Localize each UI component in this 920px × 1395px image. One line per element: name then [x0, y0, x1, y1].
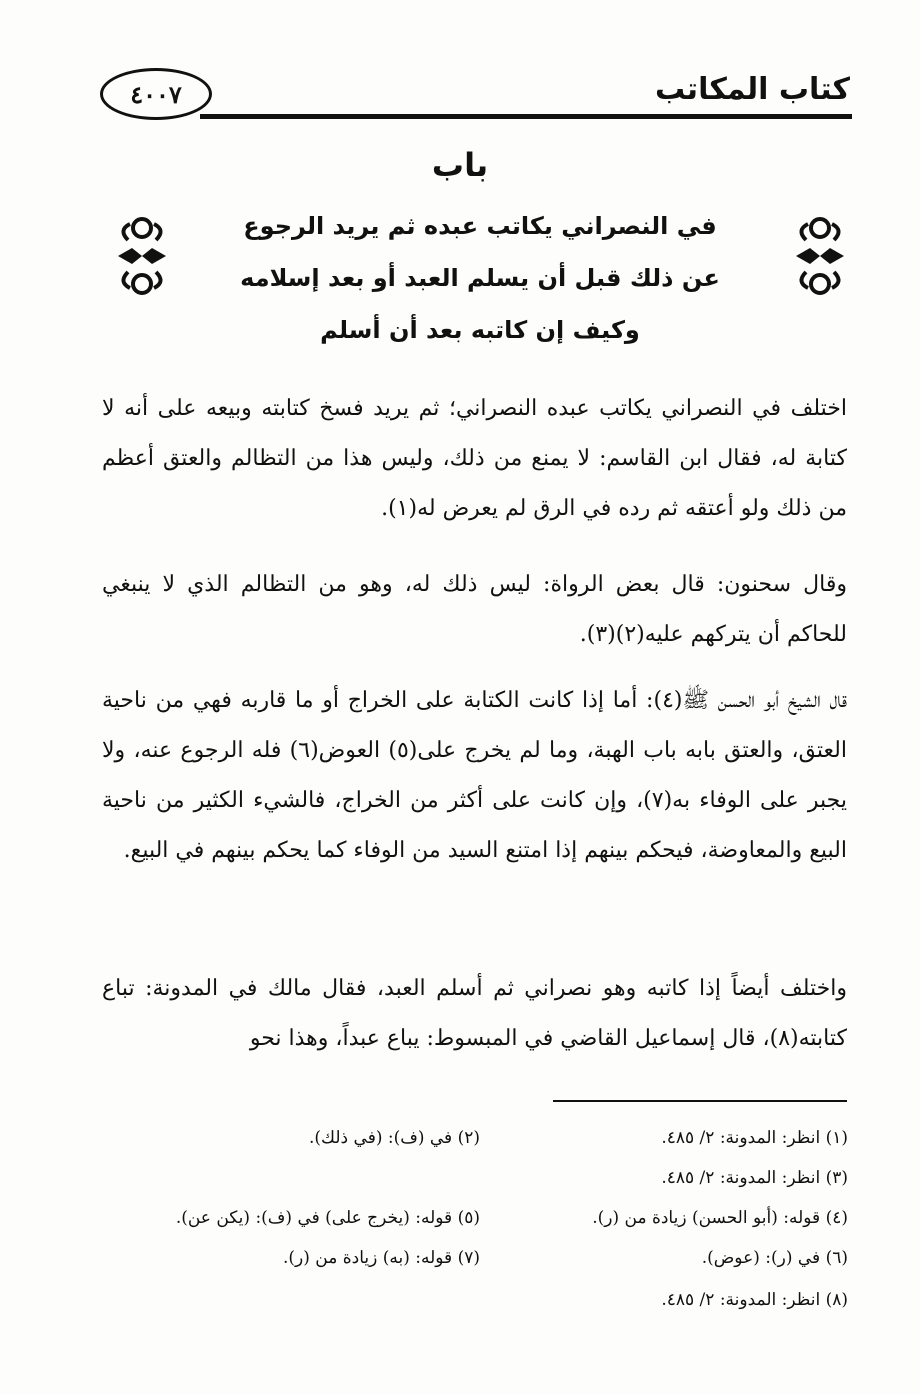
right-ornament-icon: [790, 214, 850, 298]
chapter-label: باب: [431, 146, 489, 184]
footnote-5: (٥) قوله: (يخرج على) في (ف): (يكن عن).: [175, 1208, 480, 1228]
footnote-3: (٣) انظر: المدونة: ٢/ ٤٨٥.: [661, 1168, 848, 1188]
footnote-8: (٨) انظر: المدونة: ٢/ ٤٨٥.: [661, 1290, 848, 1310]
footnote-1: (١) انظر: المدونة: ٢/ ٤٨٥.: [661, 1128, 848, 1148]
left-ornament-icon: [112, 214, 172, 298]
chapter-subtitle-line-2: عن ذلك قبل أن يسلم العبد أو بعد إسلامه: [240, 264, 720, 292]
footnote-4: (٤) قوله: (أبو الحسن) زيادة من (ر).: [592, 1208, 848, 1228]
page-number: ٤٠٠٧: [130, 79, 182, 109]
running-title: كتاب المكاتب: [655, 72, 850, 107]
footnote-2: (٢) في (ف): (في ذلك).: [309, 1128, 480, 1148]
header-rule: [200, 114, 852, 119]
paragraph-1: اختلف في النصراني يكاتب عبده النصراني؛ ثم يريد فسخ كتابته وبيعه على أنه لا كتابة له، فقال ابن القاسم: لا يمنع من ذلك، وليس هذا من التظالم والعتق أعظم من ذلك ولو أعتقه ثم رده في الرق لم يعرض له(١).: [102, 396, 847, 521]
footnote-7: (٧) قوله: (به) زيادة من (ر).: [283, 1248, 480, 1268]
paragraph-3: قال الشيخ أبو الحسن ﷺ(٤): أما إذا كانت الكتابة على الخراج أو ما قاربه فهي من ناحية العتق، والعتق بابه باب الهبة، وما لم يخرج على(٥) العوض(٦) فله الرجوع عنه، ولا يجبر على الوفاء به(٧)، وإن كانت على أكثر من الخراج، فالشيء الكثير من ناحية البيع والمعاوضة، فيحكم بينهم إذا امتنع السيد من الوفاء كما يحكم بينهم في البيع.: [102, 688, 848, 863]
footnote-rule: [553, 1100, 847, 1102]
paragraph-4: واختلف أيضاً إذا كاتبه وهو نصراني ثم أسلم العبد، فقال مالك في المدونة: تباع كتابته(٨)، قال إسماعيل القاضي في المبسوط: يباع عبداً، وهذا نحو: [102, 976, 847, 1051]
footnote-6: (٦) في (ر): (عوض).: [701, 1248, 848, 1268]
page-header: [100, 62, 852, 122]
page-number-badge: [100, 68, 212, 120]
chapter-subtitle-line-1: في النصراني يكاتب عبده ثم يريد الرجوع: [243, 212, 717, 240]
chapter-subtitle-line-3: وكيف إن كاتبه بعد أن أسلم: [320, 316, 640, 344]
paragraph-2: وقال سحنون: قال بعض الرواة: ليس ذلك له، وهو من التظالم الذي لا ينبغي للحاكم أن يتركهم عليه(٢)(٣).: [102, 572, 847, 647]
